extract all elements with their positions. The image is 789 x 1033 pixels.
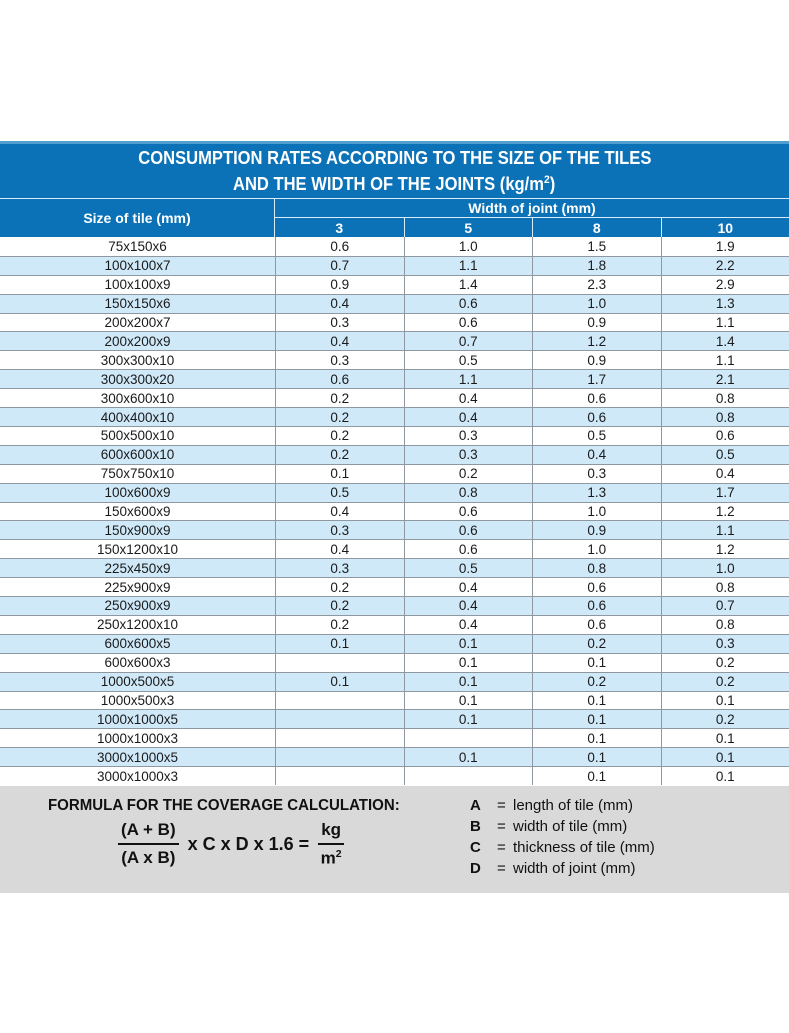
consumption-value-cell: 0.5 bbox=[404, 559, 533, 577]
tile-size-cell: 200x200x7 bbox=[104, 315, 171, 331]
tile-size-cell: 300x300x10 bbox=[100, 352, 175, 368]
consumption-value-cell bbox=[275, 692, 404, 710]
consumption-value-cell: 0.1 bbox=[404, 654, 533, 672]
legend-letter-c: C bbox=[470, 839, 481, 856]
consumption-value-cell: 0.4 bbox=[275, 503, 404, 521]
tile-size-cell: 3000x1000x5 bbox=[96, 749, 179, 765]
consumption-value-cell: 0.4 bbox=[404, 616, 533, 634]
tile-size-cell: 100x100x7 bbox=[104, 258, 171, 274]
table-row bbox=[0, 558, 789, 577]
table-row bbox=[0, 275, 789, 294]
table-row bbox=[0, 634, 789, 653]
consumption-value-cell: 0.9 bbox=[532, 521, 661, 539]
consumption-value-cell: 0.1 bbox=[275, 465, 404, 483]
consumption-value-cell: 1.9 bbox=[661, 237, 789, 256]
legend-letter-d: D bbox=[470, 860, 481, 877]
tile-size-cell: 600x600x10 bbox=[100, 447, 175, 463]
table-title-line2-suffix: ) bbox=[550, 174, 556, 194]
legend-desc-c: thickness of tile (mm) bbox=[513, 839, 655, 856]
consumption-value-cell: 0.1 bbox=[532, 748, 661, 766]
consumption-value-cell: 2.2 bbox=[661, 257, 789, 275]
consumption-value-cell: 0.2 bbox=[404, 465, 533, 483]
table-header bbox=[0, 198, 789, 237]
table-row bbox=[0, 728, 789, 747]
coverage-formula bbox=[118, 820, 344, 869]
consumption-value-cell: 0.4 bbox=[404, 597, 533, 615]
table-row bbox=[0, 709, 789, 728]
consumption-value-cell bbox=[275, 767, 404, 785]
tile-size-cell: 600x600x5 bbox=[104, 636, 171, 652]
consumption-value-cell: 1.4 bbox=[404, 276, 533, 294]
consumption-value-cell: 0.4 bbox=[275, 540, 404, 558]
legend-letter-b: B bbox=[470, 818, 481, 835]
tile-size-cell: 750x750x10 bbox=[100, 466, 175, 482]
consumption-value-cell: 0.7 bbox=[404, 332, 533, 350]
consumption-value-cell: 0.2 bbox=[275, 616, 404, 634]
consumption-value-cell: 0.1 bbox=[661, 748, 789, 766]
consumption-value-cell: 0.8 bbox=[661, 616, 789, 634]
consumption-value-cell: 0.3 bbox=[275, 521, 404, 539]
consumption-value-cell: 0.1 bbox=[661, 692, 789, 710]
consumption-value-cell: 0.8 bbox=[661, 408, 789, 426]
consumption-value-cell: 0.1 bbox=[404, 748, 533, 766]
size-of-tile-column-header: Size of tile (mm) bbox=[0, 199, 275, 237]
joint-width-header-5: 5 bbox=[404, 218, 533, 237]
table-row bbox=[0, 596, 789, 615]
result-unit-fraction bbox=[318, 820, 344, 869]
table-row bbox=[0, 407, 789, 426]
legend-equals-b: = bbox=[497, 818, 506, 835]
consumption-value-cell: 0.4 bbox=[275, 332, 404, 350]
table-title-band bbox=[0, 141, 789, 198]
consumption-value-cell: 1.0 bbox=[532, 295, 661, 313]
consumption-value-cell: 0.3 bbox=[404, 427, 533, 445]
table-row bbox=[0, 483, 789, 502]
consumption-value-cell: 0.2 bbox=[661, 654, 789, 672]
consumption-value-cell: 0.4 bbox=[404, 389, 533, 407]
consumption-value-cell: 1.0 bbox=[661, 559, 789, 577]
legend-desc-d: width of joint (mm) bbox=[513, 860, 636, 877]
table-row bbox=[0, 653, 789, 672]
consumption-value-cell: 0.8 bbox=[661, 578, 789, 596]
tile-size-cell: 500x500x10 bbox=[100, 428, 175, 444]
consumption-value-cell: 0.2 bbox=[275, 578, 404, 596]
tile-size-cell: 150x1200x10 bbox=[96, 541, 179, 557]
consumption-value-cell: 0.4 bbox=[404, 408, 533, 426]
consumption-value-cell: 0.6 bbox=[404, 521, 533, 539]
joint-width-header-8: 8 bbox=[532, 218, 661, 237]
table-title-line1: CONSUMPTION RATES ACCORDING TO THE SIZE OF THE TILES bbox=[137, 148, 652, 168]
tile-size-cell: 400x400x10 bbox=[100, 409, 175, 425]
legend-equals-d: = bbox=[497, 860, 506, 877]
table-row bbox=[0, 577, 789, 596]
consumption-value-cell: 0.6 bbox=[661, 427, 789, 445]
consumption-value-cell: 0.2 bbox=[275, 597, 404, 615]
consumption-value-cell: 1.0 bbox=[532, 503, 661, 521]
table-title-line2-text: AND THE WIDTH OF THE JOINTS (kg/m bbox=[233, 174, 545, 194]
result-unit-den-superscript: 2 bbox=[335, 848, 342, 860]
table-row bbox=[0, 539, 789, 558]
consumption-value-cell: 0.2 bbox=[661, 710, 789, 728]
tile-size-cell: 150x150x6 bbox=[104, 296, 171, 312]
consumption-value-cell: 0.6 bbox=[532, 408, 661, 426]
consumption-value-cell: 0.1 bbox=[532, 729, 661, 747]
consumption-value-cell: 0.1 bbox=[404, 635, 533, 653]
consumption-value-cell: 0.1 bbox=[661, 767, 789, 785]
tile-size-cell: 1000x1000x5 bbox=[96, 711, 179, 727]
formula-heading: FORMULA FOR THE COVERAGE CALCULATION: bbox=[48, 797, 400, 814]
consumption-value-cell: 0.6 bbox=[404, 503, 533, 521]
table-row bbox=[0, 445, 789, 464]
consumption-value-cell: 0.6 bbox=[532, 597, 661, 615]
tile-size-cell: 225x450x9 bbox=[104, 560, 171, 576]
table-row bbox=[0, 388, 789, 407]
result-unit-numerator: kg bbox=[318, 820, 344, 845]
legend-equals-a: = bbox=[497, 797, 506, 814]
consumption-value-cell: 0.8 bbox=[532, 559, 661, 577]
consumption-value-cell: 1.5 bbox=[532, 237, 661, 256]
consumption-value-cell: 1.3 bbox=[661, 295, 789, 313]
legend-desc-b: width of tile (mm) bbox=[513, 818, 628, 835]
consumption-value-cell: 2.3 bbox=[532, 276, 661, 294]
consumption-value-cell: 0.2 bbox=[532, 673, 661, 691]
consumption-value-cell: 1.4 bbox=[661, 332, 789, 350]
consumption-value-cell: 0.2 bbox=[661, 673, 789, 691]
consumption-value-cell: 1.2 bbox=[532, 332, 661, 350]
table-row bbox=[0, 426, 789, 445]
consumption-value-cell: 0.3 bbox=[404, 446, 533, 464]
consumption-value-cell bbox=[275, 654, 404, 672]
tile-size-cell: 1000x500x3 bbox=[100, 692, 175, 708]
consumption-value-cell: 0.1 bbox=[661, 729, 789, 747]
consumption-value-cell: 0.8 bbox=[661, 389, 789, 407]
consumption-value-cell: 0.6 bbox=[532, 389, 661, 407]
table-row bbox=[0, 369, 789, 388]
consumption-value-cell: 0.2 bbox=[275, 389, 404, 407]
consumption-value-cell: 0.4 bbox=[661, 465, 789, 483]
consumption-value-cell: 1.1 bbox=[404, 257, 533, 275]
result-unit-denominator bbox=[321, 845, 342, 869]
tile-size-cell: 1000x1000x3 bbox=[96, 730, 179, 746]
tile-size-cell: 100x100x9 bbox=[104, 277, 171, 293]
consumption-value-cell: 0.1 bbox=[532, 767, 661, 785]
legend-letter-a: A bbox=[470, 797, 481, 814]
tile-size-cell: 200x200x9 bbox=[104, 333, 171, 349]
table-row bbox=[0, 502, 789, 521]
consumption-value-cell: 0.1 bbox=[532, 710, 661, 728]
consumption-value-cell: 0.1 bbox=[404, 692, 533, 710]
table-row bbox=[0, 313, 789, 332]
result-unit-den-base: m bbox=[320, 848, 336, 868]
consumption-value-cell: 1.1 bbox=[404, 370, 533, 388]
table-row bbox=[0, 294, 789, 313]
tile-size-cell: 600x600x3 bbox=[104, 655, 171, 671]
consumption-value-cell: 1.0 bbox=[532, 540, 661, 558]
tile-size-cell: 300x600x10 bbox=[100, 390, 175, 406]
tile-size-cell: 75x150x6 bbox=[108, 238, 167, 254]
consumption-value-cell: 0.5 bbox=[661, 446, 789, 464]
tile-size-cell: 225x900x9 bbox=[104, 579, 171, 595]
consumption-value-cell: 0.9 bbox=[532, 314, 661, 332]
consumption-value-cell bbox=[404, 729, 533, 747]
consumption-value-cell: 0.4 bbox=[532, 446, 661, 464]
consumption-value-cell: 2.9 bbox=[661, 276, 789, 294]
tile-size-cell: 250x1200x10 bbox=[96, 617, 179, 633]
consumption-value-cell: 0.1 bbox=[275, 635, 404, 653]
table-row bbox=[0, 672, 789, 691]
consumption-value-cell: 0.2 bbox=[275, 446, 404, 464]
consumption-value-cell: 0.3 bbox=[275, 351, 404, 369]
consumption-value-cell: 0.3 bbox=[661, 635, 789, 653]
consumption-value-cell: 0.1 bbox=[532, 654, 661, 672]
consumption-value-cell: 0.6 bbox=[532, 578, 661, 596]
consumption-value-cell bbox=[275, 729, 404, 747]
consumption-value-cell: 0.3 bbox=[275, 559, 404, 577]
consumption-value-cell: 0.2 bbox=[532, 635, 661, 653]
table-row bbox=[0, 766, 789, 785]
table-title-line2 bbox=[233, 169, 555, 195]
consumption-value-cell: 1.3 bbox=[532, 484, 661, 502]
consumption-value-cell: 0.6 bbox=[532, 616, 661, 634]
consumption-value-cell: 1.7 bbox=[661, 484, 789, 502]
consumption-value-cell: 1.1 bbox=[661, 314, 789, 332]
table-row bbox=[0, 615, 789, 634]
consumption-value-cell: 0.1 bbox=[532, 692, 661, 710]
consumption-value-cell: 1.1 bbox=[661, 351, 789, 369]
tile-size-cell: 150x900x9 bbox=[104, 522, 171, 538]
table-row bbox=[0, 331, 789, 350]
consumption-value-cell bbox=[404, 767, 533, 785]
consumption-value-cell: 0.9 bbox=[275, 276, 404, 294]
consumption-value-cell: 1.1 bbox=[661, 521, 789, 539]
consumption-value-cell: 0.4 bbox=[275, 295, 404, 313]
consumption-value-cell: 0.8 bbox=[404, 484, 533, 502]
consumption-value-cell: 1.7 bbox=[532, 370, 661, 388]
tile-size-cell: 1000x500x5 bbox=[100, 674, 175, 690]
table-row bbox=[0, 237, 789, 256]
consumption-value-cell: 1.2 bbox=[661, 503, 789, 521]
table-row bbox=[0, 520, 789, 539]
consumption-value-cell bbox=[275, 748, 404, 766]
consumption-value-cell: 0.6 bbox=[404, 295, 533, 313]
consumption-value-cell: 2.1 bbox=[661, 370, 789, 388]
tile-size-cell: 150x600x9 bbox=[104, 503, 171, 519]
consumption-value-cell bbox=[275, 710, 404, 728]
consumption-value-cell: 0.6 bbox=[275, 370, 404, 388]
consumption-value-cell: 0.3 bbox=[532, 465, 661, 483]
formula-section bbox=[0, 786, 789, 893]
joint-width-header-10: 10 bbox=[661, 218, 789, 237]
kg-m2-superscript: 2 bbox=[544, 174, 551, 186]
consumption-value-cell: 0.1 bbox=[404, 673, 533, 691]
fraction-numerator: (A + B) bbox=[118, 820, 179, 845]
table-row bbox=[0, 256, 789, 275]
consumption-value-cell: 0.1 bbox=[275, 673, 404, 691]
legend-equals-c: = bbox=[497, 839, 506, 856]
tile-size-cell: 250x900x9 bbox=[104, 598, 171, 614]
table-row bbox=[0, 691, 789, 710]
table-body bbox=[0, 237, 789, 785]
consumption-value-cell: 0.9 bbox=[532, 351, 661, 369]
fraction-denominator: (A x B) bbox=[121, 848, 176, 868]
width-of-joint-group-header: Width of joint (mm) bbox=[275, 199, 789, 218]
consumption-value-cell: 0.7 bbox=[661, 597, 789, 615]
consumption-value-cell: 0.4 bbox=[404, 578, 533, 596]
consumption-value-cell: 0.1 bbox=[404, 710, 533, 728]
tile-size-fraction bbox=[118, 820, 179, 868]
consumption-value-cell: 1.2 bbox=[661, 540, 789, 558]
table-row bbox=[0, 747, 789, 766]
consumption-value-cell: 1.0 bbox=[404, 237, 533, 256]
legend-desc-a: length of tile (mm) bbox=[513, 797, 634, 814]
table-row bbox=[0, 464, 789, 483]
consumption-value-cell: 0.5 bbox=[404, 351, 533, 369]
consumption-value-cell: 0.5 bbox=[532, 427, 661, 445]
consumption-value-cell: 0.6 bbox=[404, 314, 533, 332]
joint-width-header-3: 3 bbox=[335, 219, 344, 236]
tile-size-cell: 3000x1000x3 bbox=[96, 768, 179, 784]
consumption-value-cell: 0.6 bbox=[404, 540, 533, 558]
consumption-value-cell: 0.2 bbox=[275, 408, 404, 426]
consumption-value-cell: 1.8 bbox=[532, 257, 661, 275]
tile-size-cell: 300x300x20 bbox=[100, 371, 175, 387]
table-row bbox=[0, 350, 789, 369]
consumption-value-cell: 0.5 bbox=[275, 484, 404, 502]
formula-legend bbox=[470, 795, 655, 879]
consumption-value-cell: 0.2 bbox=[275, 427, 404, 445]
consumption-value-cell: 0.6 bbox=[275, 237, 404, 256]
tile-size-cell: 100x600x9 bbox=[104, 485, 171, 501]
consumption-value-cell: 0.7 bbox=[275, 257, 404, 275]
consumption-value-cell: 0.3 bbox=[275, 314, 404, 332]
formula-middle-terms: x C x D x 1.6 = bbox=[187, 833, 310, 854]
